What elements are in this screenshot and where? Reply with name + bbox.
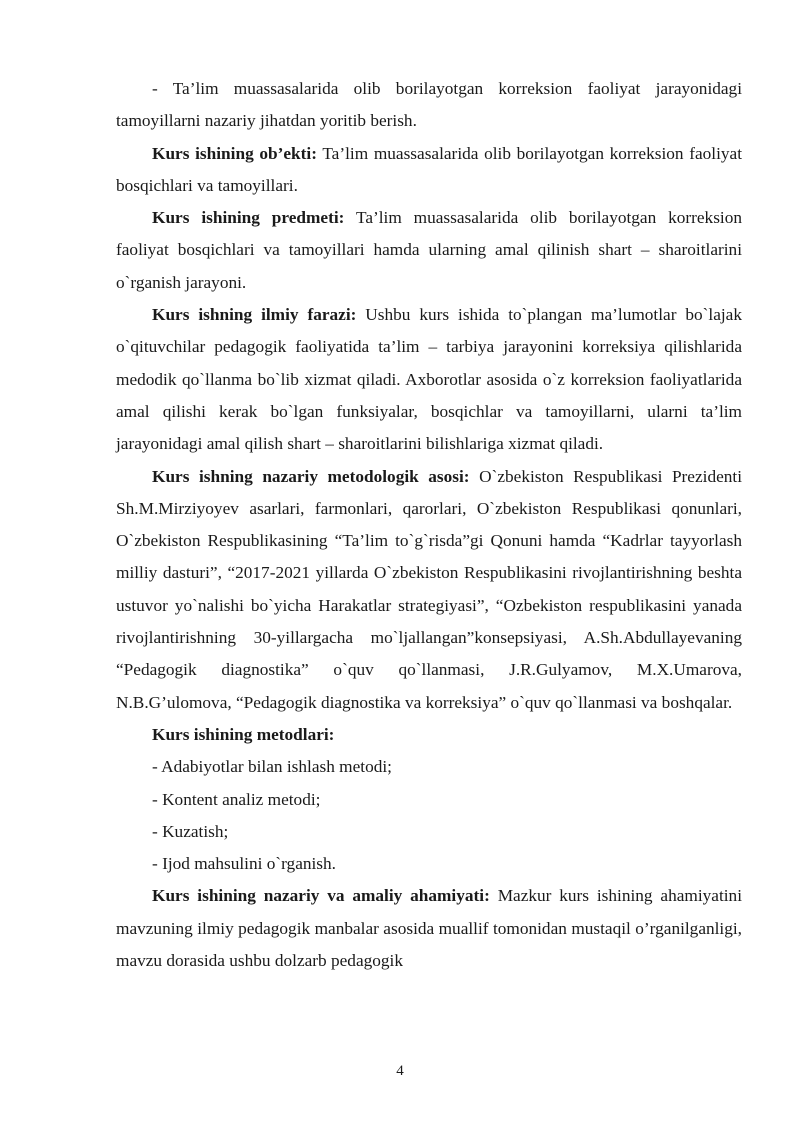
hypothesis-paragraph	[116, 299, 742, 460]
methodology-paragraph	[116, 461, 742, 719]
list-item: - Kuzatish;	[152, 821, 229, 841]
intro-paragraph	[116, 73, 742, 138]
subject-text: Ta’lim muassasalarida olib borilayotgan korreksion faoliyat bosqichlari va tamoyillari hamda ularning amal qilinish shart – sharoitlarini o`rganish jarayoni.	[116, 208, 742, 292]
list-item: - Ijod mahsulini o`rganish.	[152, 854, 336, 874]
hypothesis-text: Ushbu kurs ishida to`plangan ma’lumotlar bo`lajak o`qituvchilar pedagogik faoliyatida ta’lim – tarbiya jarayonini korreksiya qilishlarida medodik qo`llanma bo`lib xizmat qiladi. Axborotlar asosida o`z korreksion faoliyatlarida amal qilishi kerak bo`lgan funksiyalar, bosqichlar va tamoyillarni, ularni ta’lim jarayonidagi amal qilish shart – sharoitlarini bilishlariga xizmat qiladi.	[116, 305, 742, 454]
methodology-label: Kurs ishning nazariy metodologik asosi:	[152, 466, 470, 486]
significance-paragraph	[116, 880, 742, 977]
subject-paragraph	[116, 202, 742, 299]
page-body	[116, 73, 742, 977]
methods-heading-text: Kurs ishining metodlari:	[152, 724, 335, 744]
significance-text: Mazkur kurs ishining ahamiyatini mavzuning ilmiy pedagogik manbalar asosida muallif tomonidan mustaqil o’rganilganligi, mavzu dorasida ushbu dolzarb pedagogik	[116, 886, 742, 971]
object-text: Ta’lim muassasalarida olib borilayotgan korreksion faoliyat bosqichlari va tamoyillari.	[116, 143, 742, 195]
list-item: - Adabiyotlar bilan ishlash metodi;	[152, 757, 392, 777]
object-label: Kurs ishining ob’ekti:	[152, 143, 317, 163]
methods-heading	[116, 719, 742, 751]
list-item: - Kontent analiz metodi;	[152, 789, 321, 809]
hypothesis-label: Kurs ishning ilmiy farazi:	[152, 305, 357, 325]
intro-text: - Ta’lim muassasalarida olib borilayotgan korreksion faoliyat jarayonidagi tamoyillarni nazariy jihatdan yoritib berish.	[116, 79, 742, 131]
significance-label: Kurs ishining nazariy va amaliy ahamiyati:	[152, 886, 490, 906]
page-number: 4	[396, 1063, 404, 1079]
subject-label: Kurs ishining predmeti:	[152, 208, 345, 228]
object-paragraph	[116, 138, 742, 203]
methodology-text: O`zbekiston Respublikasi Prezidenti Sh.M.Mirziyoyev asarlari, farmonlari, qarorlari, O`zbekiston Respublikasi qonunlari, O`zbekiston Respublikasining “Ta’lim to`g`risda”gi Qonuni hamda “Kadrlar tayyorlash milliy dasturi”, “2017-2021 yillarda O`zbekiston Respublikasini rivojlantirishning beshta ustuvor yo`nalishi bo`yicha Harakatlar strategiyasi”, “Ozbekiston respublikasini yanada rivojlantirishning 30-yillargacha mo`ljallangan”konsepsiyasi, A.Sh.Abdullayevaning “Pedagogik diagnostika” o`quv qo`llanmasi, J.R.Gulyamov, M.X.Umarova, N.B.G’ulomova, “Pedagogik diagnostika va korreksiya” o`quv qo`llanmasi va boshqalar.	[116, 466, 742, 712]
methods-list	[116, 751, 742, 880]
